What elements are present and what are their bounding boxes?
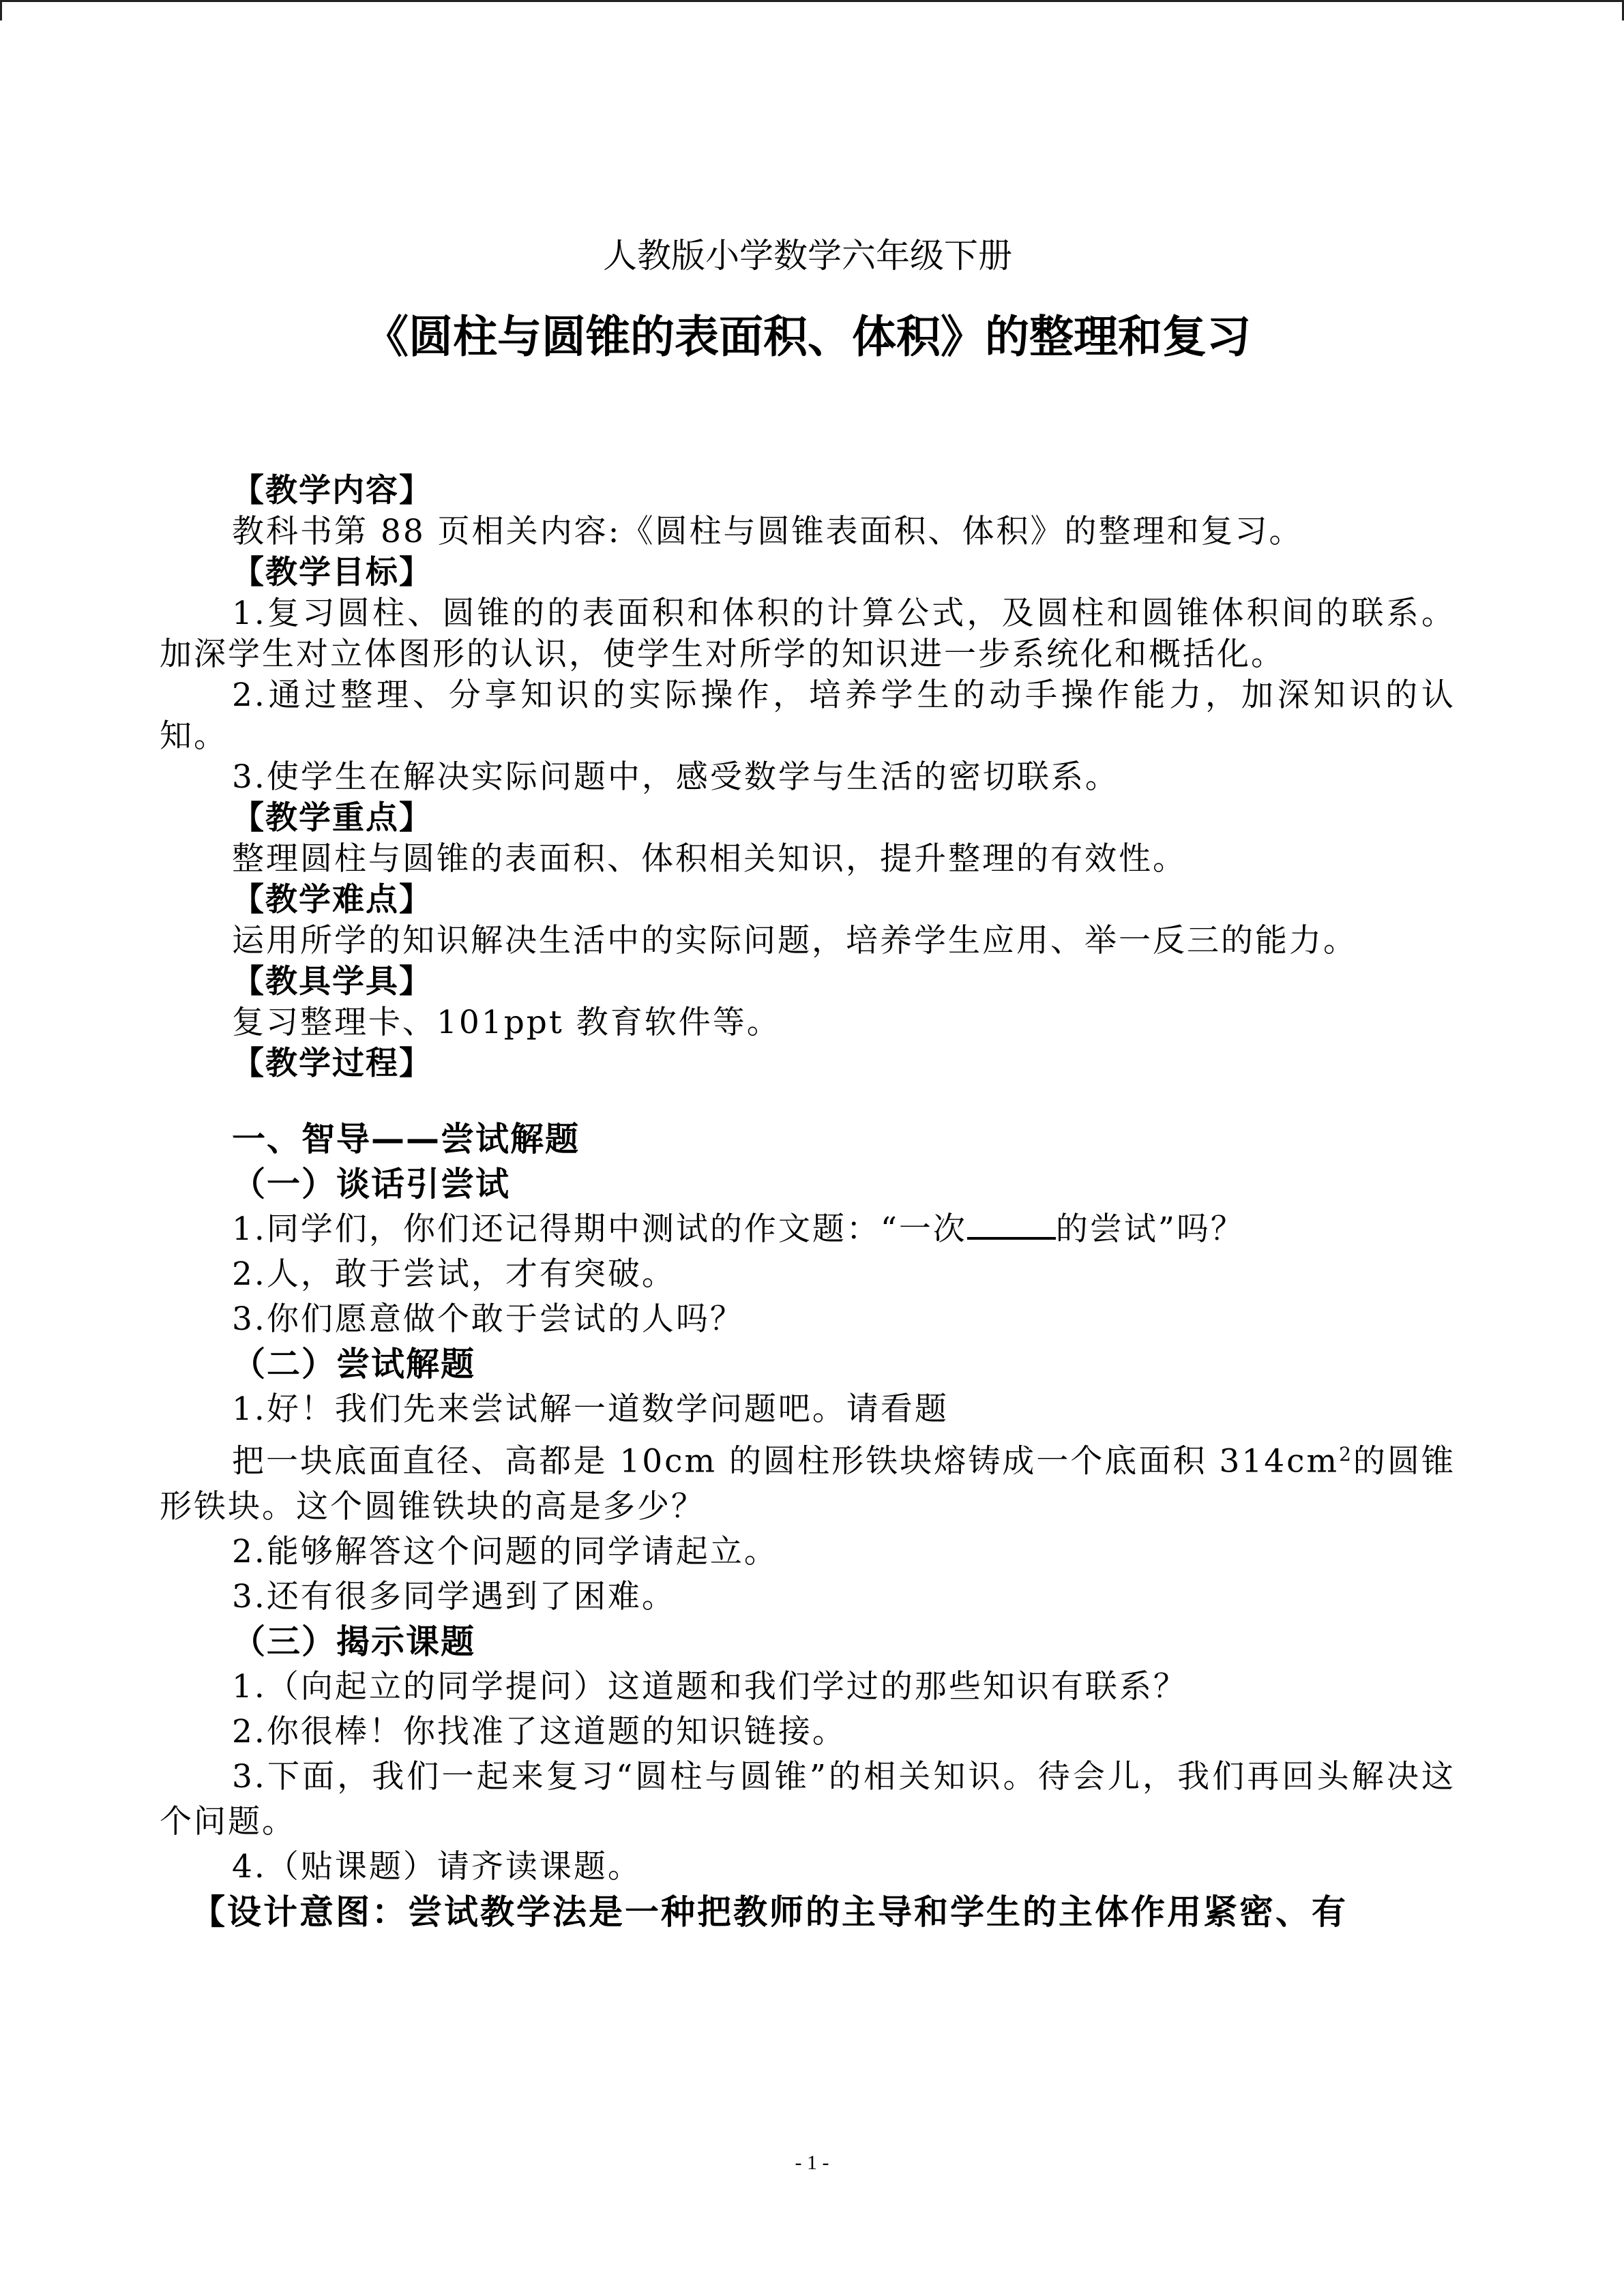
sub-title-1: （一）谈话引尝试 bbox=[232, 1165, 511, 1204]
design-intent: 【设计意图：尝试教学法是一种把教师的主导和学生的主体作用紧密、有 bbox=[191, 1892, 1348, 1932]
fill-in-blank bbox=[967, 1210, 1056, 1240]
section-heading-tools: 【教具学具】 bbox=[232, 963, 432, 1000]
section-heading-process: 【教学过程】 bbox=[232, 1045, 432, 1082]
page-corner-mark-left bbox=[0, 0, 2, 20]
step-2-2: 2.能够解答这个问题的同学请起立。 bbox=[232, 1532, 778, 1570]
goal-item-2: 2.通过整理、分享知识的实际操作，培养学生的动手操作能力，加深知识的认知。 bbox=[160, 676, 1456, 755]
title-spacer bbox=[160, 375, 1456, 471]
page-top-border bbox=[0, 0, 1624, 2]
goal-item-3: 3.使学生在解决实际问题中，感受数学与生活的密切联系。 bbox=[232, 758, 1119, 796]
step-3-1: 1.（向起立的同学提问）这道题和我们学过的那些知识有联系？ bbox=[232, 1667, 1187, 1705]
page-number: - 1 - bbox=[795, 2151, 829, 2174]
process-gap bbox=[160, 1084, 1456, 1117]
step-1-1-before: 1.同学们，你们还记得期中测试的作文题：“一次 bbox=[232, 1210, 967, 1248]
step-3-4: 4.（贴课题）请齐读课题。 bbox=[232, 1847, 642, 1885]
section-heading-goals: 【教学目标】 bbox=[232, 554, 432, 591]
problem-text-before: 把一块底面直径、高都是 10cm 的圆柱形铁块熔铸成一个底面积 314cm bbox=[232, 1442, 1340, 1480]
document-subtitle: 人教版小学数学六年级下册 bbox=[603, 236, 1012, 275]
content-text: 教科书第 88 页相关内容:《圆柱与圆锥表面积、体积》的整理和复习。 bbox=[232, 513, 1303, 550]
key-points-text: 整理圆柱与圆锥的表面积、体积相关知识，提升整理的有效性。 bbox=[232, 840, 1187, 878]
sub-title-2: （二）尝试解题 bbox=[232, 1345, 476, 1384]
document-body bbox=[160, 471, 1456, 1935]
document-title: 《圆柱与圆锥的表面积、体积》的整理和复习 bbox=[364, 312, 1251, 363]
step-1-1 bbox=[160, 1207, 1456, 1252]
problem-superscript: 2 bbox=[1339, 1443, 1353, 1465]
step-1-2: 2.人，敢于尝试，才有突破。 bbox=[232, 1255, 676, 1293]
page-content bbox=[160, 225, 1456, 1935]
step-2-3: 3.还有很多同学遇到了困难。 bbox=[232, 1577, 676, 1615]
problem-text bbox=[160, 1432, 1456, 1530]
section-heading-difficulties: 【教学难点】 bbox=[232, 881, 432, 919]
section-heading-content: 【教学内容】 bbox=[232, 472, 432, 509]
problem-text-after: 的圆锥形铁块。这个圆锥铁块的高是多少？ bbox=[160, 1442, 1456, 1525]
part-title-1: 一、智导——尝试解题 bbox=[232, 1120, 580, 1159]
section-heading-key-points: 【教学重点】 bbox=[232, 799, 432, 837]
difficulties-text: 运用所学的知识解决生活中的实际问题，培养学生应用、举一反三的能力。 bbox=[232, 922, 1357, 959]
tools-text: 复习整理卡、101ppt 教育软件等。 bbox=[232, 1004, 781, 1041]
goal-item-1: 1.复习圆柱、圆锥的的表面积和体积的计算公式，及圆柱和圆锥体积间的联系。加深学生对立体图形的认识，使学生对所学的知识进一步系统化和概括化。 bbox=[160, 595, 1456, 673]
step-1-3: 3.你们愿意做个敢于尝试的人吗？ bbox=[232, 1300, 744, 1338]
step-1-1-after: 的尝试”吗？ bbox=[1055, 1210, 1245, 1248]
step-2-1: 1.好！我们先来尝试解一道数学问题吧。请看题 bbox=[232, 1390, 949, 1428]
step-3-3: 3.下面，我们一起来复习“圆柱与圆锥”的相关知识。待会儿，我们再回头解决这个问题。 bbox=[160, 1757, 1456, 1840]
sub-title-3: （三）揭示课题 bbox=[232, 1622, 476, 1661]
step-3-2: 2.你很棒！你找准了这道题的知识链接。 bbox=[232, 1712, 846, 1750]
